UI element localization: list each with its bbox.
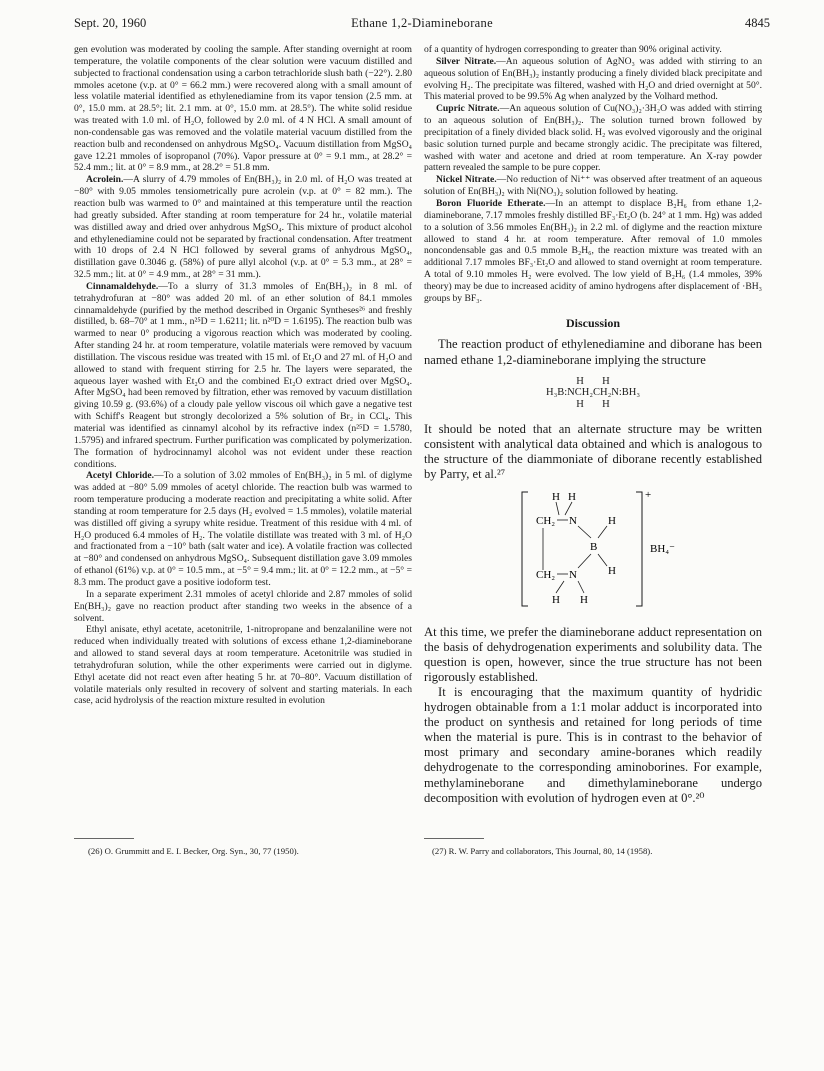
- paragraph-heading: Acetyl Chloride.: [86, 470, 154, 482]
- discussion-paragraph-1: The reaction product of ethylenediamine and diborane has been named ethane 1,2-diamineborane implying the structure: [424, 337, 762, 367]
- struct-n-bottom: N: [569, 569, 577, 582]
- left-paragraph-4: [74, 470, 412, 588]
- struct-h1: H: [552, 491, 560, 504]
- struct-anion: BH₄⁻: [650, 543, 675, 556]
- footnote-rule-right: [424, 838, 484, 839]
- left-paragraph-5: [74, 589, 412, 625]
- paragraph-heading: Nickel Nitrate.: [436, 174, 497, 186]
- left-paragraph-2: [74, 174, 412, 281]
- header-title: Ethane 1,2-Diamineborane: [351, 16, 493, 30]
- left-paragraph-1: [74, 44, 412, 174]
- right-paragraph-2: [424, 56, 762, 103]
- struct-ch2-top: CH₂: [536, 515, 556, 528]
- right-experimental-paragraphs: [424, 44, 762, 305]
- diammoniate-structure-diagram: [512, 488, 762, 614]
- paragraph-text: In a separate experiment 2.31 mmoles of acetyl chloride and 2.87 mmoles of solid En(BH₃)₂ gave no reaction product after standing two weeks in the absence of a solvent.: [74, 588, 412, 624]
- struct-n-top: N: [569, 515, 577, 528]
- paragraph-text: —No reduction of Ni⁺⁺ was observed after treatment of an aqueous solution of En(BH₃)₂ with Ni(NO₃)₂ solution followed by heating.: [424, 174, 762, 198]
- paragraph-text: —To a solution of 3.02 mmoles of En(BH₃)₂ in 5 ml. of diglyme was added at −80° 5.09 mmoles of acetyl chloride. The reaction bulb was warmed to room temperature producing a moderate reaction and precipitating a white solid. After standing at room temperature for 2.5 days (H₂ evolved = 1.5 mmoles), volatile material was distilled off giving a syrupy white residue. Treatment of this residue with 4 ml. of H₂O produced 6.4 mmoles of H₂. The volatile distillate was treated with 3 ml. of H₂O and fractionated from a −10° bath (salt water and ice). A volatile fraction was collected at −80° and condensed on anhydrous MgSO₄. Subsequent distillation gave 3.09 mmoles of ethanol (61%) v.p. at 0° = 10.5 mm., at −5° = 9.4 mm.; lit. at 0° = 12.2 mm., at −5° = 8.3 mm. The product gave a positive iodoform test.: [74, 470, 412, 588]
- discussion-heading: Discussion: [565, 315, 621, 330]
- paragraph-text: —An aqueous solution of Cu(NO₃)₂·3H₂O was added with stirring to an aqueous solution of En(BH₃)₂. The solution turned brown followed by precipitation of a finely divided black solid. H₂ was evolved vigorously and the original basic solution turned purple and became strongly acidic. The precipitate was filtered, washed with water and acetone and dried at room temperature. An X-ray powder pattern revealed the sample to be pure copper.: [424, 103, 763, 174]
- discussion-paragraph-2: It should be noted that an alternate structure may be written consistent with analytical data obtained and which is analogous to the structure of the diammoniate of diborane recently established by Parry, et al.²⁷: [424, 422, 762, 482]
- footnote-rule-left: [74, 838, 134, 839]
- paragraph-heading: Silver Nitrate.: [436, 55, 497, 67]
- formula-main: H₃B:NCH₂CH₂N:BH₃: [546, 387, 640, 399]
- struct-charge: +: [645, 489, 652, 502]
- right-column: [424, 44, 762, 806]
- struct-h2: H: [568, 491, 576, 504]
- right-paragraph-4: [424, 174, 762, 198]
- left-paragraph-6: [74, 624, 412, 707]
- paragraph-heading: Cinnamaldehyde.: [86, 280, 159, 292]
- footnote-26: (26) O. Grummitt and E. I. Becker, Org. Syn., 30, 77 (1950).: [88, 846, 299, 856]
- paragraph-text: —In an attempt to displace B₂H₆ from ethane 1,2-diamineborane, 7.17 mmoles freshly distilled BF₃·Et₂O (b. 24° at 1 mm. Hg) was added to a solution of 3.56 mmoles En(BH₃)₂ in 2.2 ml. of diglyme and the reaction mixture allowed to stand 4 hr. at room temperature. After removal of 1.0 mmoles noncondensable gas and 0.5 mmole B₂H₆, the reaction mixture was treated with an additional 7.17 mmoles BF₃·Et₂O and allowed to stand overnight at room temperature. A total of 9.10 mmoles H₂ were evolved. The low yield of B₂H₆ (1.4 mmoles, 39% theory) may be due to increased acidity of amino hydrogens after displacement of ·BH₃ groups by BF₃.: [424, 197, 762, 304]
- struct-h3: H: [552, 594, 560, 607]
- paragraph-heading: Cupric Nitrate.: [436, 103, 500, 115]
- left-bracket: [522, 492, 528, 606]
- paragraph-heading: Acrolein.: [86, 174, 124, 186]
- struct-h4: H: [580, 594, 588, 607]
- struct-h-right-bottom: H: [608, 565, 616, 578]
- diamineborane-formula: [424, 376, 762, 411]
- discussion-paragraph-4: It is encouraging that the maximum quantity of hydridic hydrogen obtainable from a 1:1 molar adduct is incorporated into the product on synthesis and retained for long periods of time when the material is pure. This is in contrast to the behavior of most primary and secondary amine-boranes which readily dehydrogenate to the corresponding aminoborines. For example, methylamineborane and dimethylamineborane undergo decomposition with evolution of hydrogen even at 0°.²⁰: [424, 684, 762, 805]
- paragraph-text: gen evolution was moderated by cooling the sample. After standing overnight at room temperature, the volatile components of the clear solution were vacuum distilled and subjected to fractional condensation using a carbon tetrachloride slush bath (−22°). 2.80 mmoles acetone (v.p. at 0° = 66.2 mm.) were recovered along with a small amount of less volatile material identified as ethylenediamine from its vapor tension (2.5 mm. at 0°, 15.0 mm. at 28.5°; lit. 2.1 mm. at 0°, 15.0 mm. at 28.5°). The white solid residue was treated with 1.0 ml. of H₂O, followed by 2.0 ml. of 4 N HCl. A small amount of non-condensable gas was removed and the volatile material vacuum distilled from the reaction bulb and recondensed on anhydrous MgSO₄. Vacuum distillation from MgSO₄ gave 12.21 mmoles of isopropanol (70%). Vapor pressure at 0° = 9.1 mm., at 28.2° = 52.4 mm.; lit. at 0° = 8.9 mm., at 28.2° = 51.8 mm.: [74, 44, 412, 174]
- struct-h-right-top: H: [608, 515, 616, 528]
- paragraph-text: —An aqueous solution of AgNO₃ was added with stirring to an aqueous solution of En(BH₃)₂ instantly producing a finely divided black precipitate and evolving H₂. The precipitate was filtered, washed with H₂O and dried overnight at 50°. This material proved to be 99.5% Ag when analyzed by the Volhard method.: [424, 55, 762, 103]
- left-column: [74, 44, 412, 707]
- header-page-number: 4845: [745, 16, 770, 30]
- struct-boron: B: [590, 541, 598, 554]
- right-bracket: [636, 492, 642, 606]
- header-date: Sept. 20, 1960: [74, 16, 147, 30]
- paragraph-text: —A slurry of 4.79 mmoles of En(BH₃)₂ in 2.0 ml. of H₂O was treated at −80° with 9.05 mmoles tensiometrically pure acrolein (v.p. at 0° = 82 mm.). The reaction bulb was warmed to 0° and maintained at this temperature until the reaction had greatly subsided. After standing at room temperature for 24 hr., volatile material was distilled away and dried over anhydrous MgSO₄. This mixture of product alcohol and ethylenediamine could not be separated by fractional condensation. After treatment with 10 drops of 2.4 N HCl followed by several grams of anhydrous MgSO₄, distillation gave 0.3046 g. (58%) of pure allyl alcohol (v.p. at 0° = 5.3 mm., at 28° = 32.5 mm.; lit. at 0° = 4.9 mm., at 28° = 31 mm.).: [74, 174, 412, 281]
- paragraph-text: of a quantity of hydrogen corresponding to greater than 90% original activity.: [424, 44, 722, 55]
- paragraph-text: Ethyl anisate, ethyl acetate, acetonitrile, 1-nitropropane and benzalaniline were not reduced when individually treated with solutions of excess ethane 1,2-diamineborane and allowed to stand several days at room temperature. Acetonitrile was studied in tetrahydrofuran solution, while the other experiments were carried out in diglyme. Ethyl acetate did not react even after heating 5 hr. at 70–80°. Vacuum distillation of volatile materials only resulted in recovery of solvent and starting materials. In each case, acid hydrolysis of the reaction mixture resulted in evolution: [74, 624, 412, 707]
- paragraph-heading: Boron Fluoride Etherate.: [436, 197, 546, 209]
- discussion-body: [424, 337, 762, 805]
- right-paragraph-5: [424, 198, 762, 305]
- discussion-paragraph-3: At this time, we prefer the diamineborane adduct representation on the basis of dehydrogenation experiments and solubility data. The question is open, however, since the true structure has not been rigorously established.: [424, 624, 762, 684]
- left-paragraph-3: [74, 281, 412, 471]
- struct-ch2-bottom: CH₂: [536, 569, 556, 582]
- right-paragraph-3: [424, 103, 762, 174]
- paragraph-text: —To a slurry of 31.3 mmoles of En(BH₃)₂ in 8 ml. of tetrahydrofuran at −80° was added 20 ml. of an ether solution of 84.1 mmoles cinnamaldehyde (purified by the method described in Organic Syntheses²⁶ and freshly distilled, b. 68–70° at 1 mm., n²⁵D = 1.6211; lit. n²⁰D = 1.6195). The reaction bulb was warmed to near 0° producing a vigorous reaction which was moderated by cooling. After standing 24 hr. at room temperature, volatile materials were removed by vacuum distillation. The viscous residue was treated with 15 ml. of Et₂O and 27 ml. of H₂O and allowed to stand with frequent stirring for 2.5 hr. The layers were separated, the aqueous layer washed with Et₂O and the combined Et₂O extract dried over MgSO₄. After MgSO₄ had been removed by filtration, ether was removed by vacuum distillation giving 10.59 g. (93.6%) of a cloudy pale yellow viscous oil which gave a negative test with Schiff's Reagent but strongly decolorized a 5% solution of Br₂ in CCl₄. This material was identified as cinnamyl alcohol by its refractive index (n²⁵D = 1.5780, 1.5795) and infrared spectrum. Further purification was complicated by polymerization. The formation of hydrocinnamyl alcohol was not evident under these reaction conditions.: [74, 280, 412, 470]
- formula-top-hydrogens: H H: [576, 375, 610, 387]
- footnote-27: (27) R. W. Parry and collaborators, This Journal, 80, 14 (1958).: [432, 846, 653, 856]
- right-paragraph-1: [424, 44, 762, 56]
- formula-bottom-hydrogens: H H: [576, 398, 610, 410]
- running-header: [74, 16, 770, 36]
